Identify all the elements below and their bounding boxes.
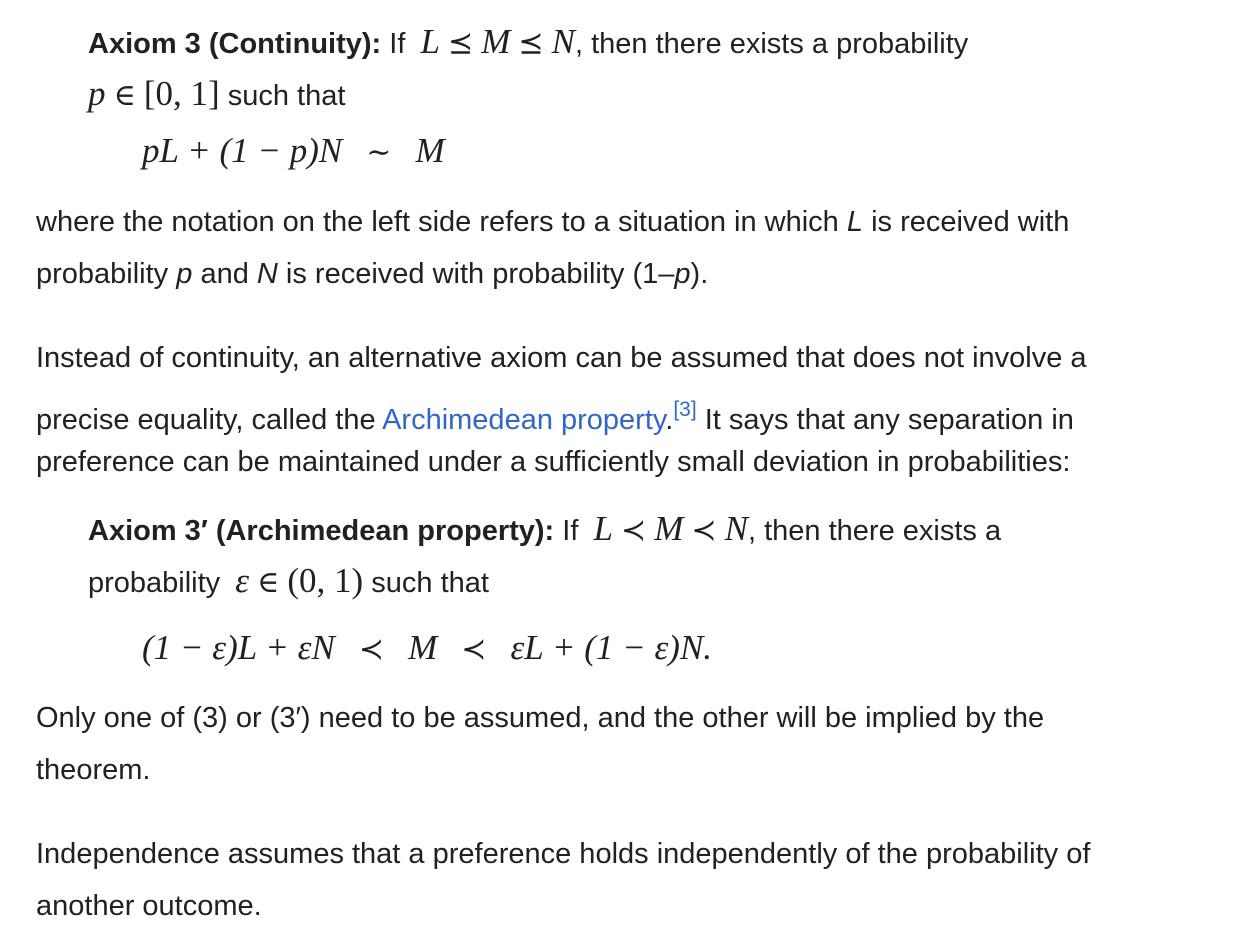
para1-L: L	[846, 206, 864, 238]
para2-text-b: It says that any separation in	[704, 404, 1074, 436]
axiom3-if: If	[389, 28, 406, 60]
axiom3-M: M	[481, 22, 511, 61]
para1-text-c: probability	[36, 258, 169, 290]
axiom3-formula-left: pL + (1 − p)N	[142, 131, 343, 170]
axiom3p-statement-cont	[88, 561, 489, 603]
axiom3p-then: , then there exists a	[747, 515, 1002, 547]
axiom3-statement-cont	[88, 74, 345, 116]
axiom3p-such-that: such that	[371, 567, 489, 599]
axiom3p-in: ∈	[257, 565, 280, 600]
para2-line2	[36, 390, 1074, 440]
archimedean-property-link[interactable]: Archimedean property	[382, 404, 666, 436]
axiom3p-formula-left: (1 − ε)L + εN	[142, 628, 335, 667]
axiom3-interval: [0, 1]	[143, 74, 220, 113]
axiom3p-formula-rel1: ≺	[358, 632, 385, 667]
axiom3-rel1: ⪯	[447, 26, 474, 61]
para1-text-d: and	[200, 258, 249, 290]
axiom3-formula-rel: ∼	[366, 135, 392, 170]
axiom3p-formula-mid: M	[408, 628, 438, 667]
axiom3p-if: If	[562, 515, 579, 547]
axiom3p-probability: probability	[88, 567, 221, 599]
axiom3p-formula	[142, 628, 712, 670]
axiom3p-N: N	[724, 509, 748, 548]
para3-line1: Only one of (3) or (3′) need to be assumed, and the other will be implied by the	[36, 702, 1045, 734]
axiom3-label: Axiom 3 (Continuity):	[88, 28, 382, 60]
para1-text-f: ).	[690, 258, 709, 290]
citation-3-link[interactable]: [3]	[673, 398, 697, 421]
para1-line1	[36, 202, 1069, 242]
para3-line2: theorem.	[36, 754, 151, 786]
axiom3-formula	[142, 131, 445, 173]
axiom3-statement	[88, 22, 968, 64]
para1-p2: p	[674, 258, 691, 290]
axiom3p-formula-rel2: ≺	[461, 632, 487, 667]
para4-line1: Independence assumes that a preference holds independently of the probability of	[36, 838, 1091, 870]
axiom3-rel2: ⪯	[518, 26, 544, 61]
axiom3-then: , then there exists a probability	[574, 28, 969, 60]
para2-dot: .	[665, 404, 674, 436]
axiom3p-interval: (0, 1)	[287, 561, 364, 600]
axiom3-p: p	[88, 74, 106, 113]
para1-text-b: is received with	[871, 206, 1070, 238]
para2-text-a: precise equality, called the	[36, 404, 376, 436]
axiom3p-statement	[88, 509, 1001, 551]
axiom3p-rel1: ≺	[621, 513, 647, 548]
para2-line1: Instead of continuity, an alternative axiom can be assumed that does not involve a	[36, 342, 1087, 374]
axiom3-in: ∈	[113, 78, 136, 113]
para4-line2: another outcome.	[36, 890, 262, 922]
para1-line2	[36, 254, 708, 294]
para1-p: p	[176, 258, 193, 290]
axiom3p-label: Axiom 3′ (Archimedean property):	[88, 515, 555, 547]
axiom3p-L: L	[593, 509, 613, 548]
axiom3-N: N	[551, 22, 575, 61]
para2-line3: preference can be maintained under a sufficiently small deviation in probabilities:	[36, 446, 1071, 478]
para1-text-a: where the notation on the left side refers to a situation in which	[36, 206, 839, 238]
axiom3-formula-right: M	[415, 131, 445, 170]
para1-N: N	[256, 258, 278, 290]
axiom3p-eps: ε	[235, 561, 250, 600]
axiom3p-M: M	[654, 509, 684, 548]
axiom3p-formula-right: εL + (1 − ε)N.	[510, 628, 713, 667]
para1-text-e: is received with probability (1–	[285, 258, 675, 290]
axiom3p-rel2: ≺	[691, 513, 717, 548]
axiom3-L: L	[420, 22, 440, 61]
axiom3-such-that: such that	[227, 80, 346, 112]
